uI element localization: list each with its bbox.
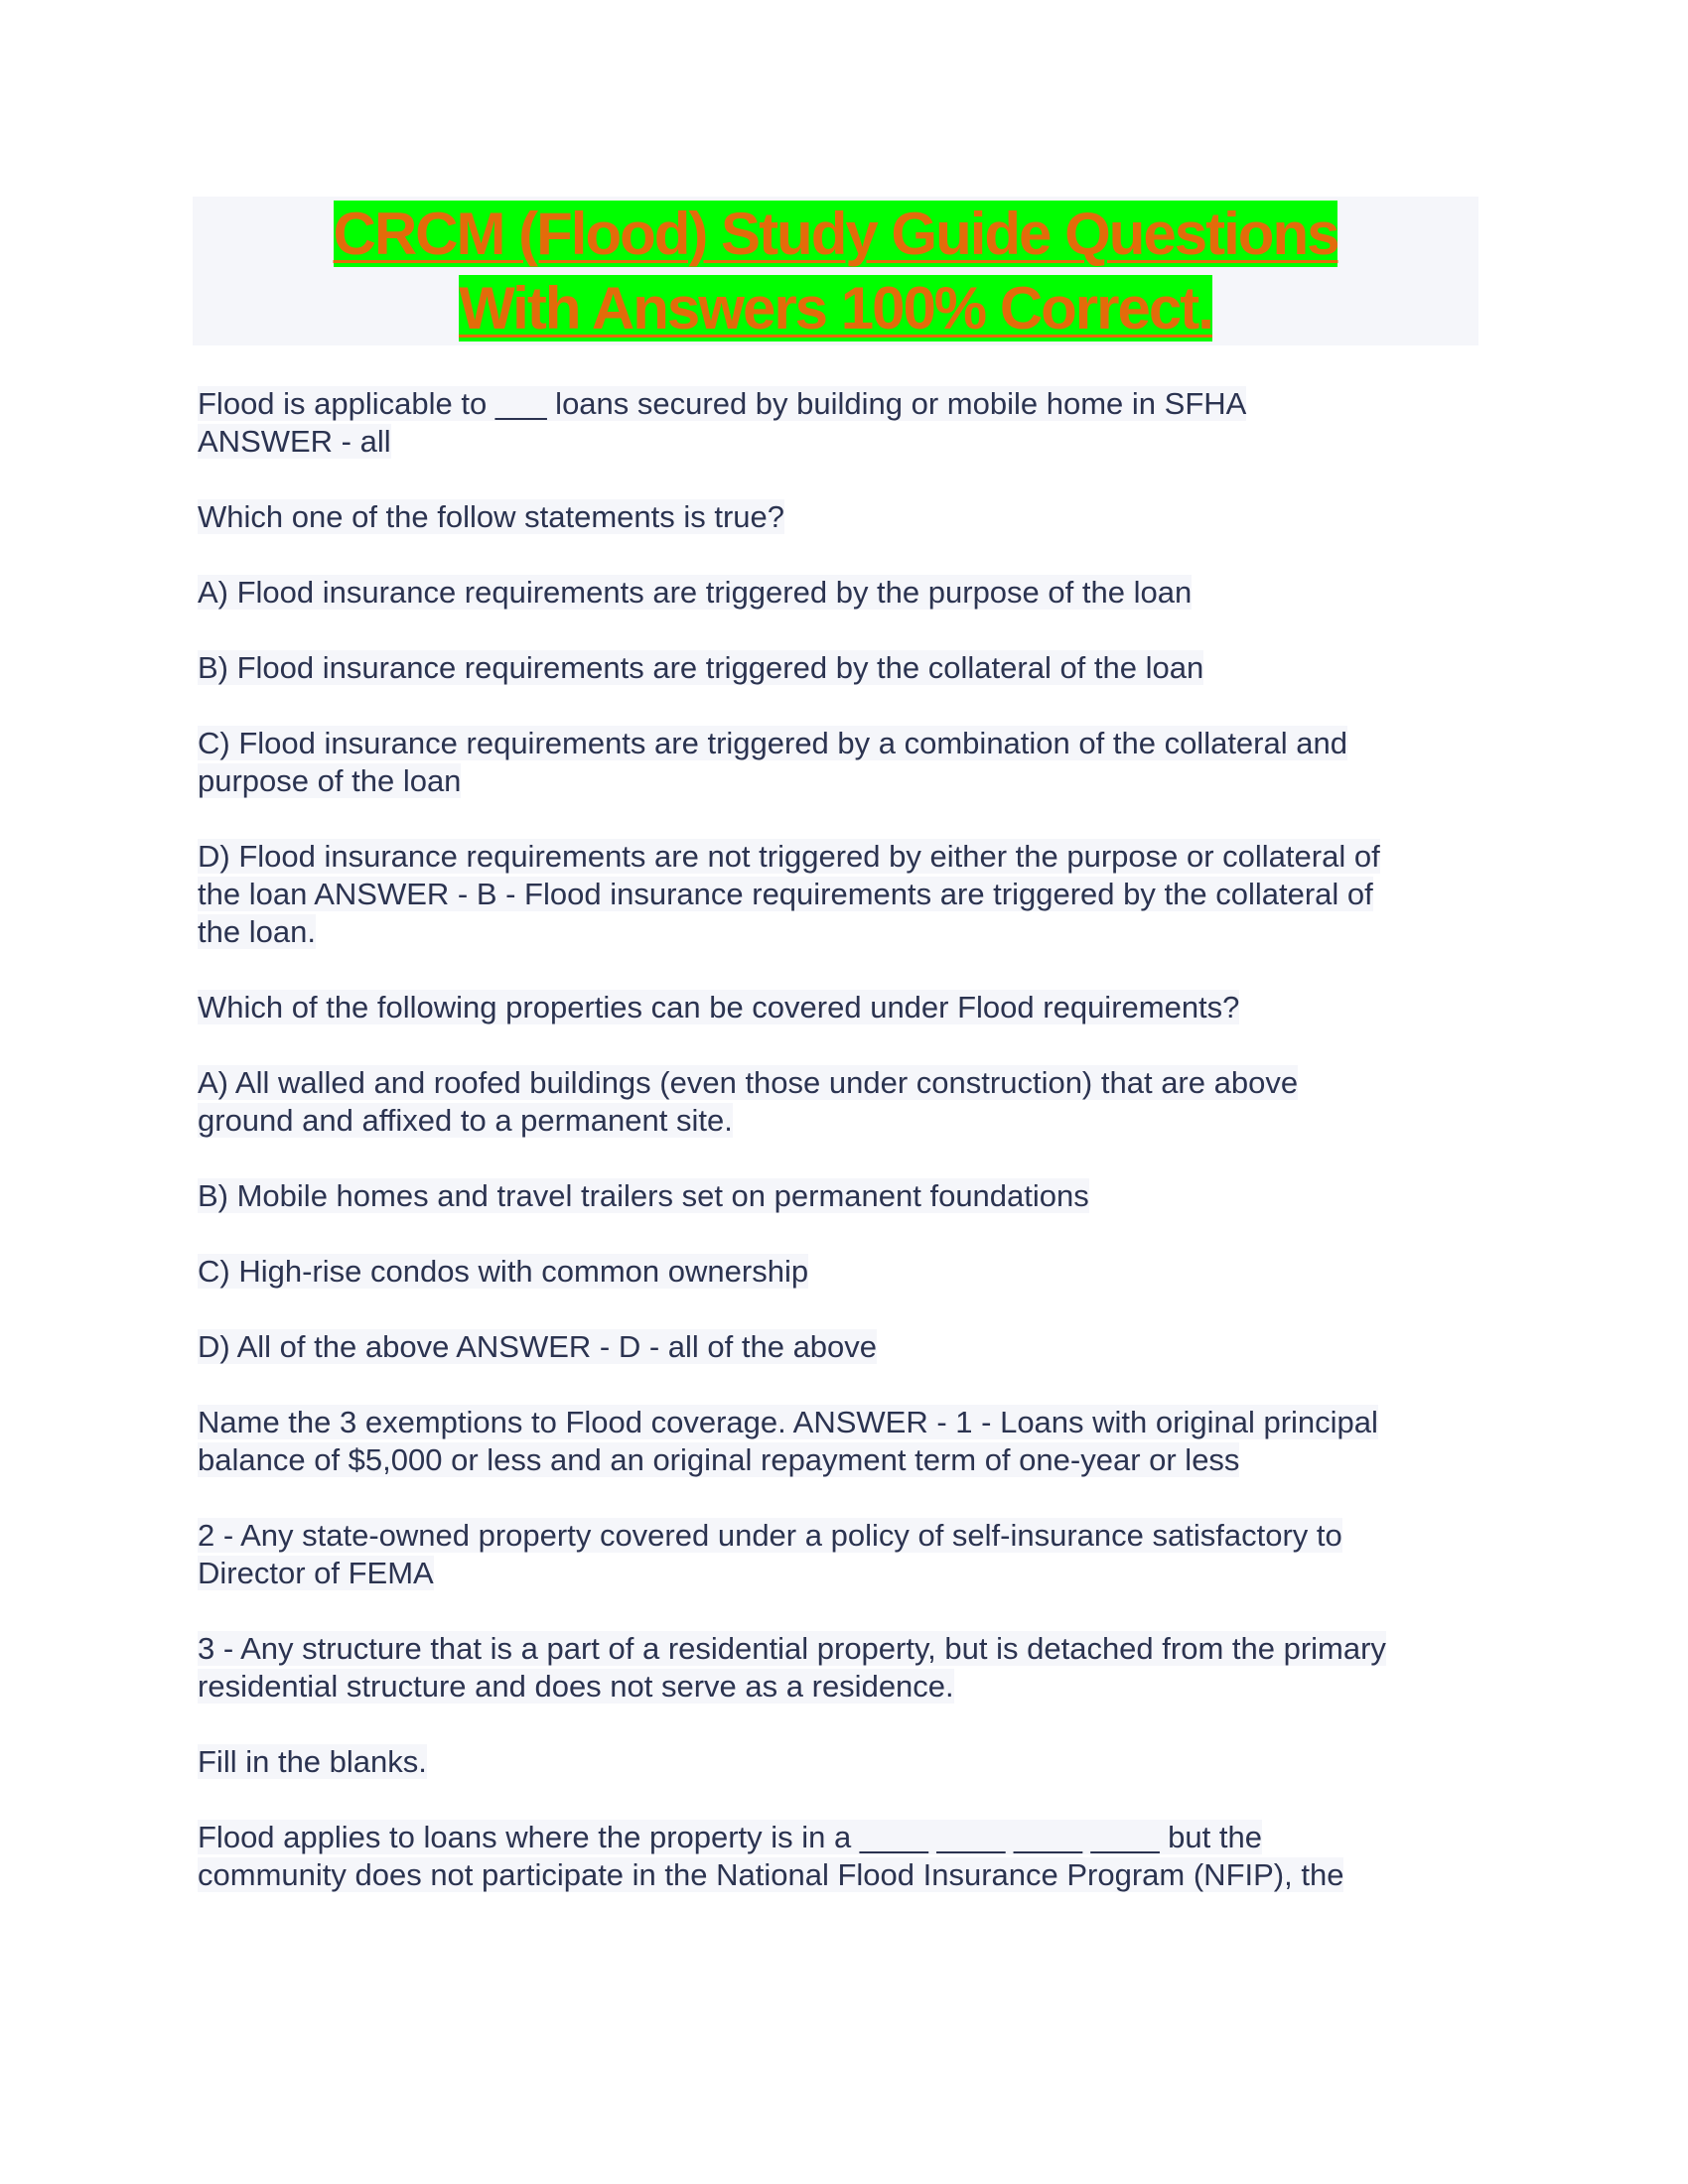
text-line: ground and affixed to a permanent site. <box>198 1103 733 1138</box>
text-line: Which one of the follow statements is true? <box>198 499 785 534</box>
paragraph <box>198 1630 1488 1706</box>
paragraph <box>198 385 1488 461</box>
text-line: the loan ANSWER - B - Flood insurance requirements are triggered by the collateral of <box>198 877 1373 911</box>
text-line: A) Flood insurance requirements are triggered by the purpose of the loan <box>198 575 1193 610</box>
paragraph <box>198 574 1488 612</box>
paragraph <box>198 1743 1488 1781</box>
title-line-2: With Answers 100% Correct. <box>459 275 1212 341</box>
document-body <box>198 385 1488 1932</box>
text-line: Which of the following properties can be covered under Flood requirements? <box>198 990 1240 1024</box>
text-line: B) Mobile homes and travel trailers set on permanent foundations <box>198 1178 1089 1213</box>
text-line: C) High-rise condos with common ownership <box>198 1254 809 1289</box>
text-line: Flood applies to loans where the property is in a ____ ____ ____ ____ but the <box>198 1820 1262 1854</box>
paragraph <box>198 725 1488 800</box>
text-line: Flood is applicable to ___ loans secured by building or mobile home in SFHA <box>198 386 1247 421</box>
text-line: the loan. <box>198 914 316 949</box>
text-line: D) All of the above ANSWER - D - all of the above <box>198 1329 878 1364</box>
paragraph <box>198 1328 1488 1366</box>
text-line: Fill in the blanks. <box>198 1744 427 1779</box>
paragraph <box>198 1253 1488 1291</box>
text-line: residential structure and does not serve as a residence. <box>198 1669 954 1704</box>
text-line: A) All walled and roofed buildings (even those under construction) that are above <box>198 1065 1299 1100</box>
paragraph <box>198 1404 1488 1479</box>
text-line: C) Flood insurance requirements are triggered by a combination of the collateral and <box>198 726 1347 760</box>
paragraph <box>198 649 1488 687</box>
text-line: Director of FEMA <box>198 1556 434 1590</box>
text-line: 3 - Any structure that is a part of a residential property, but is detached from the primary <box>198 1631 1386 1666</box>
text-line: D) Flood insurance requirements are not triggered by either the purpose or collateral of <box>198 839 1380 874</box>
text-line: Name the 3 exemptions to Flood coverage. ANSWER - 1 - Loans with original principal <box>198 1405 1378 1439</box>
text-line: purpose of the loan <box>198 763 462 798</box>
text-line: community does not participate in the National Flood Insurance Program (NFIP), the <box>198 1857 1344 1892</box>
paragraph <box>198 838 1488 951</box>
title-line-1: CRCM (Flood) Study Guide Questions <box>333 201 1338 267</box>
paragraph <box>198 989 1488 1026</box>
text-line: B) Flood insurance requirements are triggered by the collateral of the loan <box>198 650 1204 685</box>
text-line: balance of $5,000 or less and an original repayment term of one-year or less <box>198 1442 1240 1477</box>
text-line: ANSWER - all <box>198 424 391 459</box>
paragraph <box>198 1177 1488 1215</box>
paragraph <box>198 1517 1488 1592</box>
paragraph <box>198 498 1488 536</box>
document-title <box>193 197 1478 345</box>
paragraph <box>198 1064 1488 1140</box>
paragraph <box>198 1819 1488 1894</box>
text-line: 2 - Any state-owned property covered under a policy of self-insurance satisfactory to <box>198 1518 1342 1553</box>
